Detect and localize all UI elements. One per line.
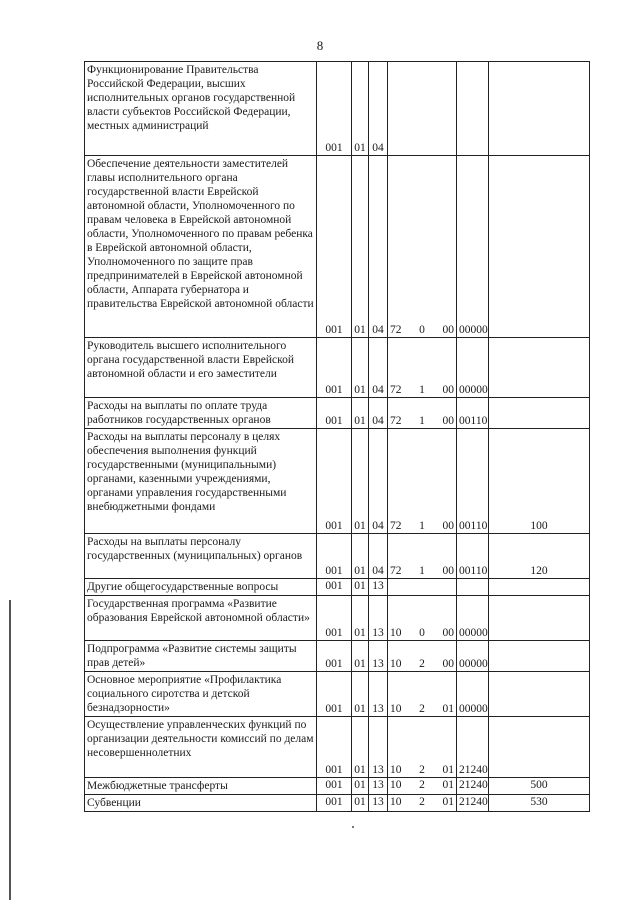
row-name: Субвенции: [85, 795, 317, 812]
table-row: [85, 62, 590, 156]
cell-vr: [489, 596, 590, 641]
csr-part: 00: [442, 658, 454, 670]
csr-part: 00: [442, 520, 454, 532]
csr-part: 10: [390, 796, 402, 808]
cell-csr: [388, 641, 457, 672]
csr-part: 00: [442, 627, 454, 639]
cell-vr: [489, 156, 590, 338]
cell-pr: 13: [369, 717, 388, 778]
cell-rz: 01: [352, 338, 369, 398]
csr-part: 10: [390, 764, 402, 776]
table-row: [85, 672, 590, 717]
cell-pr: 04: [369, 338, 388, 398]
csr-part: 10: [390, 658, 402, 670]
csr-part: 2: [419, 796, 425, 808]
cell-rz: 01: [352, 672, 369, 717]
csr-part: 2: [419, 779, 425, 791]
row-name: Межбюджетные трансферты: [85, 778, 317, 795]
cell-pr: 04: [369, 62, 388, 156]
csr-part: 1: [419, 415, 425, 427]
cell-gr: 001: [317, 534, 352, 579]
cell-pr: 13: [369, 795, 388, 812]
row-name: Другие общегосударственные вопросы: [85, 579, 317, 596]
cell-csr: [388, 579, 457, 596]
cell-csr-code: 00000: [457, 672, 489, 717]
cell-gr: 001: [317, 778, 352, 795]
table-row: [85, 641, 590, 672]
cell-csr: [388, 398, 457, 429]
cell-gr: 001: [317, 596, 352, 641]
cell-vr: 500: [489, 778, 590, 795]
row-name: Обеспечение деятельности заместителей главы исполнительного органа государственной власти Еврейской автономной области, Уполномоченного по правам человека в Еврейской автономной области, Уполномоченного по правам ребенка в Еврейской автономной области, Уполномоченного по защите прав предпринимателей в Еврейской автономной области, Аппарата губернатора и правительства Еврейской автономной области: [85, 156, 317, 338]
cell-csr: [388, 717, 457, 778]
cell-gr: 001: [317, 641, 352, 672]
csr-part: 00: [442, 415, 454, 427]
csr-part: 72: [390, 565, 402, 577]
page-number: 8: [316, 38, 324, 53]
csr-part: 1: [419, 384, 425, 396]
table-row: [85, 534, 590, 579]
csr-part: 0: [419, 324, 425, 336]
csr-part: 2: [419, 764, 425, 776]
row-name: Государственная программа «Развитие образования Еврейской автономной области»: [85, 596, 317, 641]
cell-csr: [388, 338, 457, 398]
cell-csr-code: 00110: [457, 534, 489, 579]
csr-part: 10: [390, 627, 402, 639]
csr-part: 00: [442, 565, 454, 577]
cell-csr: [388, 62, 457, 156]
csr-part: 72: [390, 384, 402, 396]
cell-csr-code: 00110: [457, 398, 489, 429]
cell-csr: [388, 795, 457, 812]
table-row: [85, 778, 590, 795]
cell-rz: 01: [352, 398, 369, 429]
row-name: Расходы на выплаты персоналу государственных (муниципальных) органов: [85, 534, 317, 579]
table-row: [85, 579, 590, 596]
cell-rz: 01: [352, 62, 369, 156]
cell-gr: 001: [317, 579, 352, 596]
csr-part: 00: [442, 324, 454, 336]
cell-rz: 01: [352, 429, 369, 534]
csr-part: 01: [442, 764, 454, 776]
row-name: Подпрограмма «Развитие системы защиты прав детей»: [85, 641, 317, 672]
csr-part: 01: [442, 779, 454, 791]
cell-vr: [489, 717, 590, 778]
cell-rz: 01: [352, 534, 369, 579]
cell-rz: 01: [352, 795, 369, 812]
cell-csr-code: 21240: [457, 795, 489, 812]
table-row: [85, 338, 590, 398]
cell-gr: 001: [317, 429, 352, 534]
csr-part: 1: [419, 520, 425, 532]
cell-rz: 01: [352, 641, 369, 672]
cell-vr: [489, 398, 590, 429]
cell-vr: [489, 62, 590, 156]
cell-gr: 001: [317, 62, 352, 156]
csr-part: 2: [419, 658, 425, 670]
budget-table-body: [85, 62, 590, 812]
cell-gr: 001: [317, 398, 352, 429]
cell-vr: [489, 338, 590, 398]
cell-csr: [388, 596, 457, 641]
csr-part: 1: [419, 565, 425, 577]
cell-pr: 04: [369, 534, 388, 579]
cell-vr: [489, 579, 590, 596]
table-row: [85, 795, 590, 812]
row-name: Осуществление управленческих функций по организации деятельности комиссий по делам несовершеннолетних: [85, 717, 317, 778]
cell-pr: 13: [369, 778, 388, 795]
cell-vr: 530: [489, 795, 590, 812]
cell-csr-code: [457, 62, 489, 156]
csr-part: 10: [390, 779, 402, 791]
row-name: Руководитель высшего исполнительного органа государственной власти Еврейской автономной области и его заместители: [85, 338, 317, 398]
cell-csr-code: [457, 579, 489, 596]
cell-vr: 120: [489, 534, 590, 579]
cell-pr: 13: [369, 596, 388, 641]
csr-part: 00: [442, 384, 454, 396]
row-name: Основное мероприятие «Профилактика социального сиротства и детской безнадзорности»: [85, 672, 317, 717]
cell-rz: 01: [352, 596, 369, 641]
row-name: Функционирование Правительства Российской Федерации, высших исполнительных органов государственной власти субъектов Российской Федерации, местных администраций: [85, 62, 317, 156]
cell-rz: 01: [352, 717, 369, 778]
cell-csr: [388, 156, 457, 338]
scan-edge-mark: [9, 600, 11, 900]
cell-csr: [388, 778, 457, 795]
table-row: [85, 596, 590, 641]
cell-vr: 100: [489, 429, 590, 534]
cell-pr: 13: [369, 579, 388, 596]
cell-vr: [489, 641, 590, 672]
cell-gr: 001: [317, 717, 352, 778]
cell-gr: 001: [317, 795, 352, 812]
cell-rz: 01: [352, 778, 369, 795]
table-row: [85, 717, 590, 778]
cell-csr-code: 00000: [457, 596, 489, 641]
csr-part: 2: [419, 703, 425, 715]
csr-part: 01: [442, 796, 454, 808]
row-name: Расходы на выплаты персоналу в целях обеспечения выполнения функций государственными (муниципальными) органами, казенными учреждениями, органами управления государственными внебюджетными фондами: [85, 429, 317, 534]
csr-part: 10: [390, 703, 402, 715]
cell-gr: 001: [317, 338, 352, 398]
cell-csr: [388, 534, 457, 579]
cell-rz: 01: [352, 579, 369, 596]
cell-vr: [489, 672, 590, 717]
cell-pr: 04: [369, 429, 388, 534]
cell-csr-code: 21240: [457, 778, 489, 795]
cell-pr: 04: [369, 156, 388, 338]
table-row: [85, 398, 590, 429]
cell-gr: 001: [317, 672, 352, 717]
cell-gr: 001: [317, 156, 352, 338]
csr-part: 72: [390, 324, 402, 336]
cell-pr: 04: [369, 398, 388, 429]
cell-csr: [388, 672, 457, 717]
cell-csr-code: 00000: [457, 156, 489, 338]
csr-part: 72: [390, 520, 402, 532]
cell-csr: [388, 429, 457, 534]
cell-pr: 13: [369, 672, 388, 717]
cell-csr-code: 00110: [457, 429, 489, 534]
table-row: [85, 156, 590, 338]
scan-speck: [352, 826, 354, 828]
table-row: [85, 429, 590, 534]
cell-csr-code: 21240: [457, 717, 489, 778]
budget-table: [84, 61, 590, 812]
csr-part: 0: [419, 627, 425, 639]
row-name: Расходы на выплаты по оплате труда работников государственных органов: [85, 398, 317, 429]
csr-part: 01: [442, 703, 454, 715]
cell-pr: 13: [369, 641, 388, 672]
cell-csr-code: 00000: [457, 338, 489, 398]
cell-rz: 01: [352, 156, 369, 338]
csr-part: 72: [390, 415, 402, 427]
cell-csr-code: 00000: [457, 641, 489, 672]
